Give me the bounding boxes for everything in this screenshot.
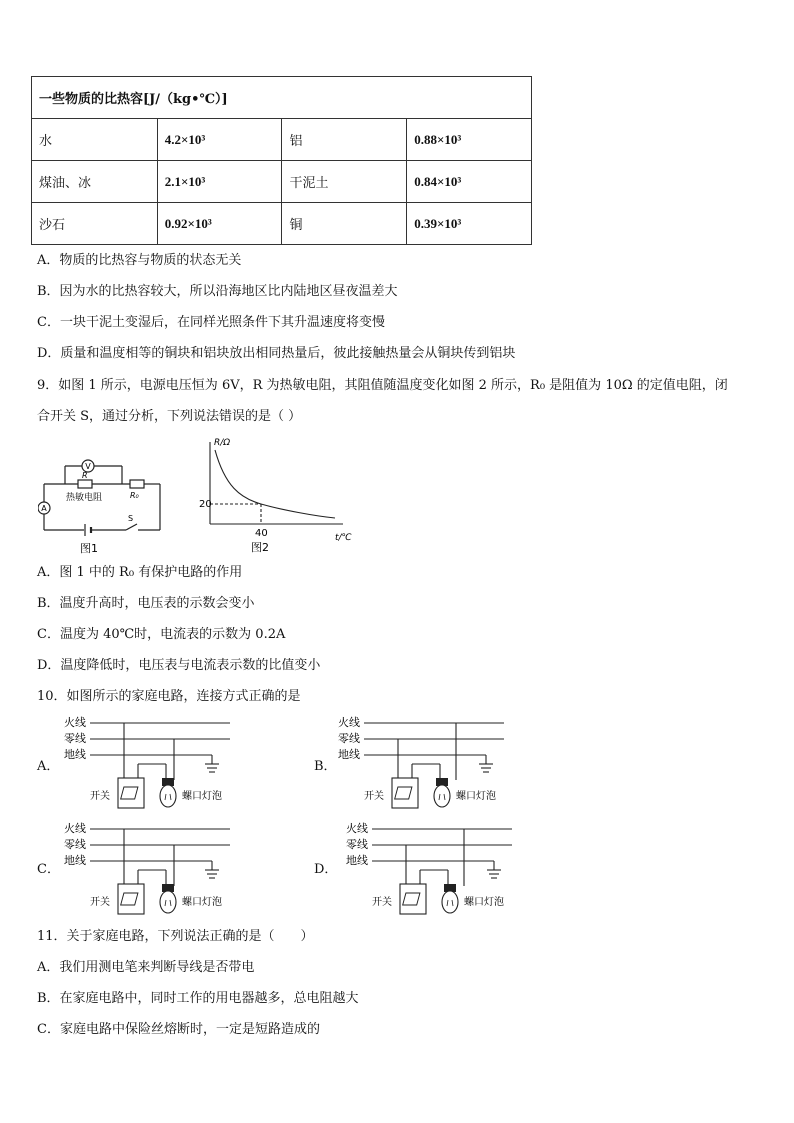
zero-line-label: 零线 [64,732,86,745]
y-axis-label: R/Ω [214,438,231,448]
y-tick-label: 20 [199,499,212,510]
q10-diagram-b [334,712,514,812]
zero-line-label: 零线 [338,732,360,745]
thermistor-label: 热敏电阻 [66,493,103,503]
q10-choice-c-label: C． [37,862,60,877]
table-cell: 0.92×10³ [157,203,282,245]
table-cell: 煤油、冰 [32,161,158,203]
switch-symbol [392,778,418,808]
bulb-icon [160,778,176,807]
bulb-icon [442,884,458,913]
bulb-icon [434,778,450,807]
table-cell: 干泥土 [282,161,407,203]
fire-line-label: 火线 [64,822,86,835]
bulb-icon [160,884,176,913]
q8-option-b: B．因为水的比热容较大，所以沿海地区比内陆地区昼夜温差大 [37,284,398,299]
q11-option-b: B．在家庭电路中，同时工作的用电器越多，总电阻越大 [37,991,359,1006]
thermistor-symbol [78,480,92,488]
ground-line-label: 地线 [346,854,368,867]
switch-symbol [400,884,426,914]
q9-stem-line2: 合开关 S，通过分析，下列说法错误的是（ ） [37,409,302,424]
ammeter-label: A [41,504,47,513]
ground-line-label: 地线 [64,748,86,761]
fire-line-label: 火线 [338,716,360,729]
table-header-row [32,77,532,119]
table-cell: 铜 [282,203,407,245]
switch-s-label: S [128,514,134,523]
fire-line-label: 火线 [64,716,86,729]
q8-option-a: A．物质的比热容与物质的状态无关 [37,253,242,268]
switch-symbol [118,884,144,914]
q10-diagram-d [342,818,522,918]
x-tick-label: 40 [255,528,268,539]
q9-option-c: C．温度为 40℃时，电流表的示数为 0.2A [37,627,286,642]
x-axis-label: t/℃ [335,533,352,543]
q10-choice-d-label: D． [314,862,338,877]
table-cell: 0.84×10³ [407,161,532,203]
switch-label: 开关 [90,897,110,908]
q9-figure1-circuit [38,448,173,558]
q9-option-d: D．温度降低时，电压表与电流表示数的比值变小 [37,658,321,673]
figure1-caption: 图1 [80,542,98,555]
table-cell: 水 [32,119,158,161]
bulb-label: 螺口灯泡 [456,791,496,802]
table-cell: 4.2×10³ [157,119,282,161]
q9-option-b: B．温度升高时，电压表的示数会变小 [37,596,255,611]
table-row [32,203,532,245]
q10-diagram-a [60,712,240,812]
battery-symbol [85,524,91,536]
q9-stem-line1: 9．如图 1 所示，电源电压恒为 6V，R 为热敏电阻，其阻值随温度变化如图 2 所示，R₀ 是阻值为 10Ω 的定值电阻，闭 [37,378,728,393]
table-cell: 铝 [282,119,407,161]
table-title: 一些物质的比热容[J/（kg•℃）] [32,77,532,119]
voltmeter-label: V [85,462,91,471]
q9-option-a: A．图 1 中的 R₀ 有保护电路的作用 [37,565,243,580]
table-cell: 2.1×10³ [157,161,282,203]
q11-option-a: A．我们用测电笔来判断导线是否带电 [37,960,255,975]
switch-label: 开关 [364,791,384,802]
switch-label: 开关 [90,791,110,802]
table-cell: 沙石 [32,203,158,245]
ground-line-label: 地线 [64,854,86,867]
r-label: R [82,471,88,480]
fire-line-label: 火线 [346,822,368,835]
r0-resistor-symbol [130,480,144,488]
q9-figure2-graph [195,436,355,558]
ground-line-label: 地线 [338,748,360,761]
q11-stem: 11．关于家庭电路，下列说法正确的是（ ） [37,929,314,944]
bulb-label: 螺口灯泡 [464,897,504,908]
resistance-curve [215,450,335,518]
table-cell: 0.88×10³ [407,119,532,161]
q10-stem: 10．如图所示的家庭电路，连接方式正确的是 [37,689,301,704]
q10-choice-a-label: A． [37,759,60,774]
switch-label: 开关 [372,897,392,908]
figure2-caption: 图2 [251,541,269,554]
r0-label: R₀ [130,491,139,500]
specific-heat-table [31,76,532,245]
q8-option-d: D．质量和温度相等的铜块和铝块放出相同热量后，彼此接触热量会从铜块传到铝块 [37,346,516,361]
zero-line-label: 零线 [346,838,368,851]
table-row [32,119,532,161]
zero-line-label: 零线 [64,838,86,851]
table-row [32,161,532,203]
bulb-label: 螺口灯泡 [182,791,222,802]
q10-diagram-c [60,818,240,918]
bulb-label: 螺口灯泡 [182,897,222,908]
q8-option-c: C．一块干泥土变湿后，在同样光照条件下其升温速度将变慢 [37,315,385,330]
table-cell: 0.39×10³ [407,203,532,245]
switch-symbol [118,778,144,808]
q10-choice-b-label: B． [314,759,337,774]
q11-option-c: C．家庭电路中保险丝熔断时，一定是短路造成的 [37,1022,320,1037]
ammeter-symbol [38,502,50,514]
